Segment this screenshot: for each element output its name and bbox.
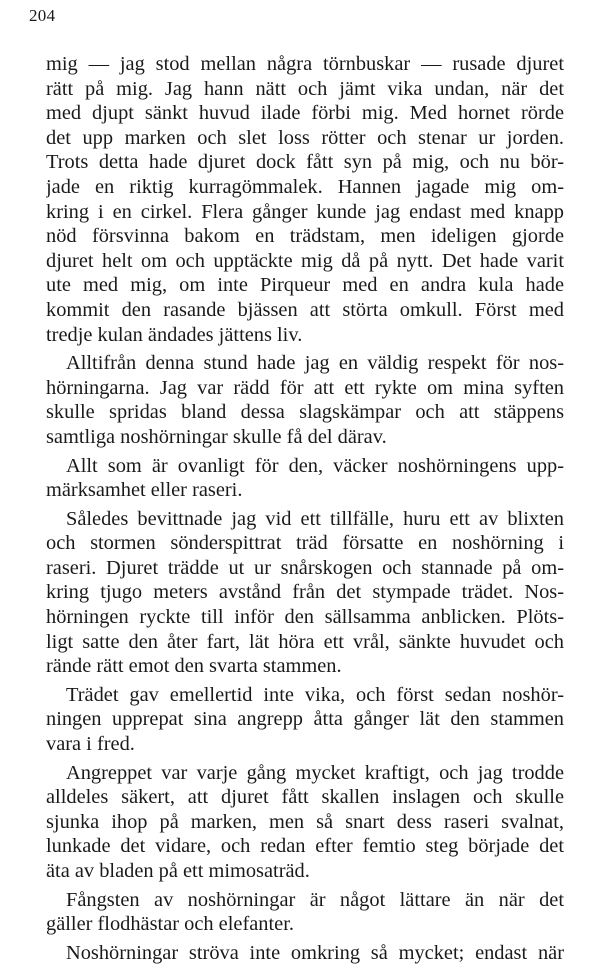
text-line: Angreppet var varje gång mycket kraftigt, och jag trodde [66,761,564,784]
text-line: jade en riktig kurragömmalek. Hannen jagade mig om- [46,175,564,198]
text-line: tredje kulan ändades jättens liv. [46,323,303,346]
text-line: ningen upprepat sina angrepp åtta gånger lät den stammen [46,708,564,731]
text-line: samtliga noshörningar skulle få del därav. [46,425,387,448]
text-line: alldeles säkert, att djuret fått skallen inslagen och skulle [46,786,564,809]
text-line: mig — jag stod mellan några törnbuskar — rusade djuret [46,53,564,75]
text-line: Noshörningar ströva inte omkring så mycket; endast när [66,941,564,964]
page-number: 204 [29,6,56,25]
text-line: raseri. Djuret trädde ut ur snårskogen och stannade på om- [46,556,564,579]
text-line: det upp marken och slet loss rötter och stenar ur jorden. [46,126,564,149]
text-line: sjunka ihop på marken, men så snart dess raseri svalnat, [46,810,564,833]
text-line: nöd försvinna bakom en trädstam, men ideligen gjorde [46,225,564,248]
paragraph [46,683,564,757]
paragraph [46,761,564,884]
text-line: skulle spridas bland dessa slagskämpar och att stäppens [46,401,564,424]
text-line: gäller flodhästar och elefanter. [46,913,294,936]
text-line: äta av bladen på ett mimosaträd. [46,860,310,882]
text-line: ute med mig, om inte Pirqueur med en andra kula hade [46,274,564,297]
text-line: och stormen sönderspittrat träd försatte en noshörning i [46,532,564,555]
text-line: rätt på mig. Jag hann nätt och jämt vika undan, när det [46,77,564,100]
text-line: hörningarna. Jag var rädd för att ett rykte om mina syften [46,376,564,399]
text-line: kommit den rasande bjässen att störta omkull. Först med [46,298,564,321]
text-line: ligt satte den åter fart, lät höra ett vrål, sänkte huvudet och [46,630,564,653]
text-line: Fångsten av noshörningar är något lättare än när det [66,888,564,911]
body-text [46,52,564,965]
paragraph [46,52,564,347]
paragraph [46,888,564,937]
text-line: Allt som är ovanligt för den, väcker noshörningens upp- [66,454,564,477]
text-line: Således bevittnade jag vid ett tillfälle, huru ett av blixten [66,507,564,530]
text-line: djuret helt om och upptäckte mig då på nytt. Det hade varit [46,249,564,272]
text-line: Trädet gav emellertid inte vika, och först sedan noshör- [66,683,564,706]
text-line: kring i en cirkel. Flera gånger kunde jag endast med knapp [46,200,564,223]
text-line: lunkade det vidare, och redan efter femtio steg började det [46,835,564,858]
text-line: vara i fred. [46,733,135,756]
text-line: märksamhet eller raseri. [46,479,243,502]
text-line: rände rätt emot den svarta stammen. [46,655,342,678]
paragraph [46,941,564,965]
text-line: med djupt sänkt huvud ilade förbi mig. Med hornet rörde [46,102,564,125]
text-line: Trots detta hade djuret dock fått syn på mig, och nu bör- [46,151,564,174]
text-line: Alltifrån denna stund hade jag en väldig respekt för nos- [66,352,564,375]
paragraph [46,351,564,449]
paragraph [46,507,564,679]
paragraph [46,454,564,503]
text-line: kring tjugo meters avstånd från det stympade trädet. Nos- [46,581,564,604]
text-line: hörningen ryckte till inför den sällsamma anblicken. Plöts- [46,606,564,629]
